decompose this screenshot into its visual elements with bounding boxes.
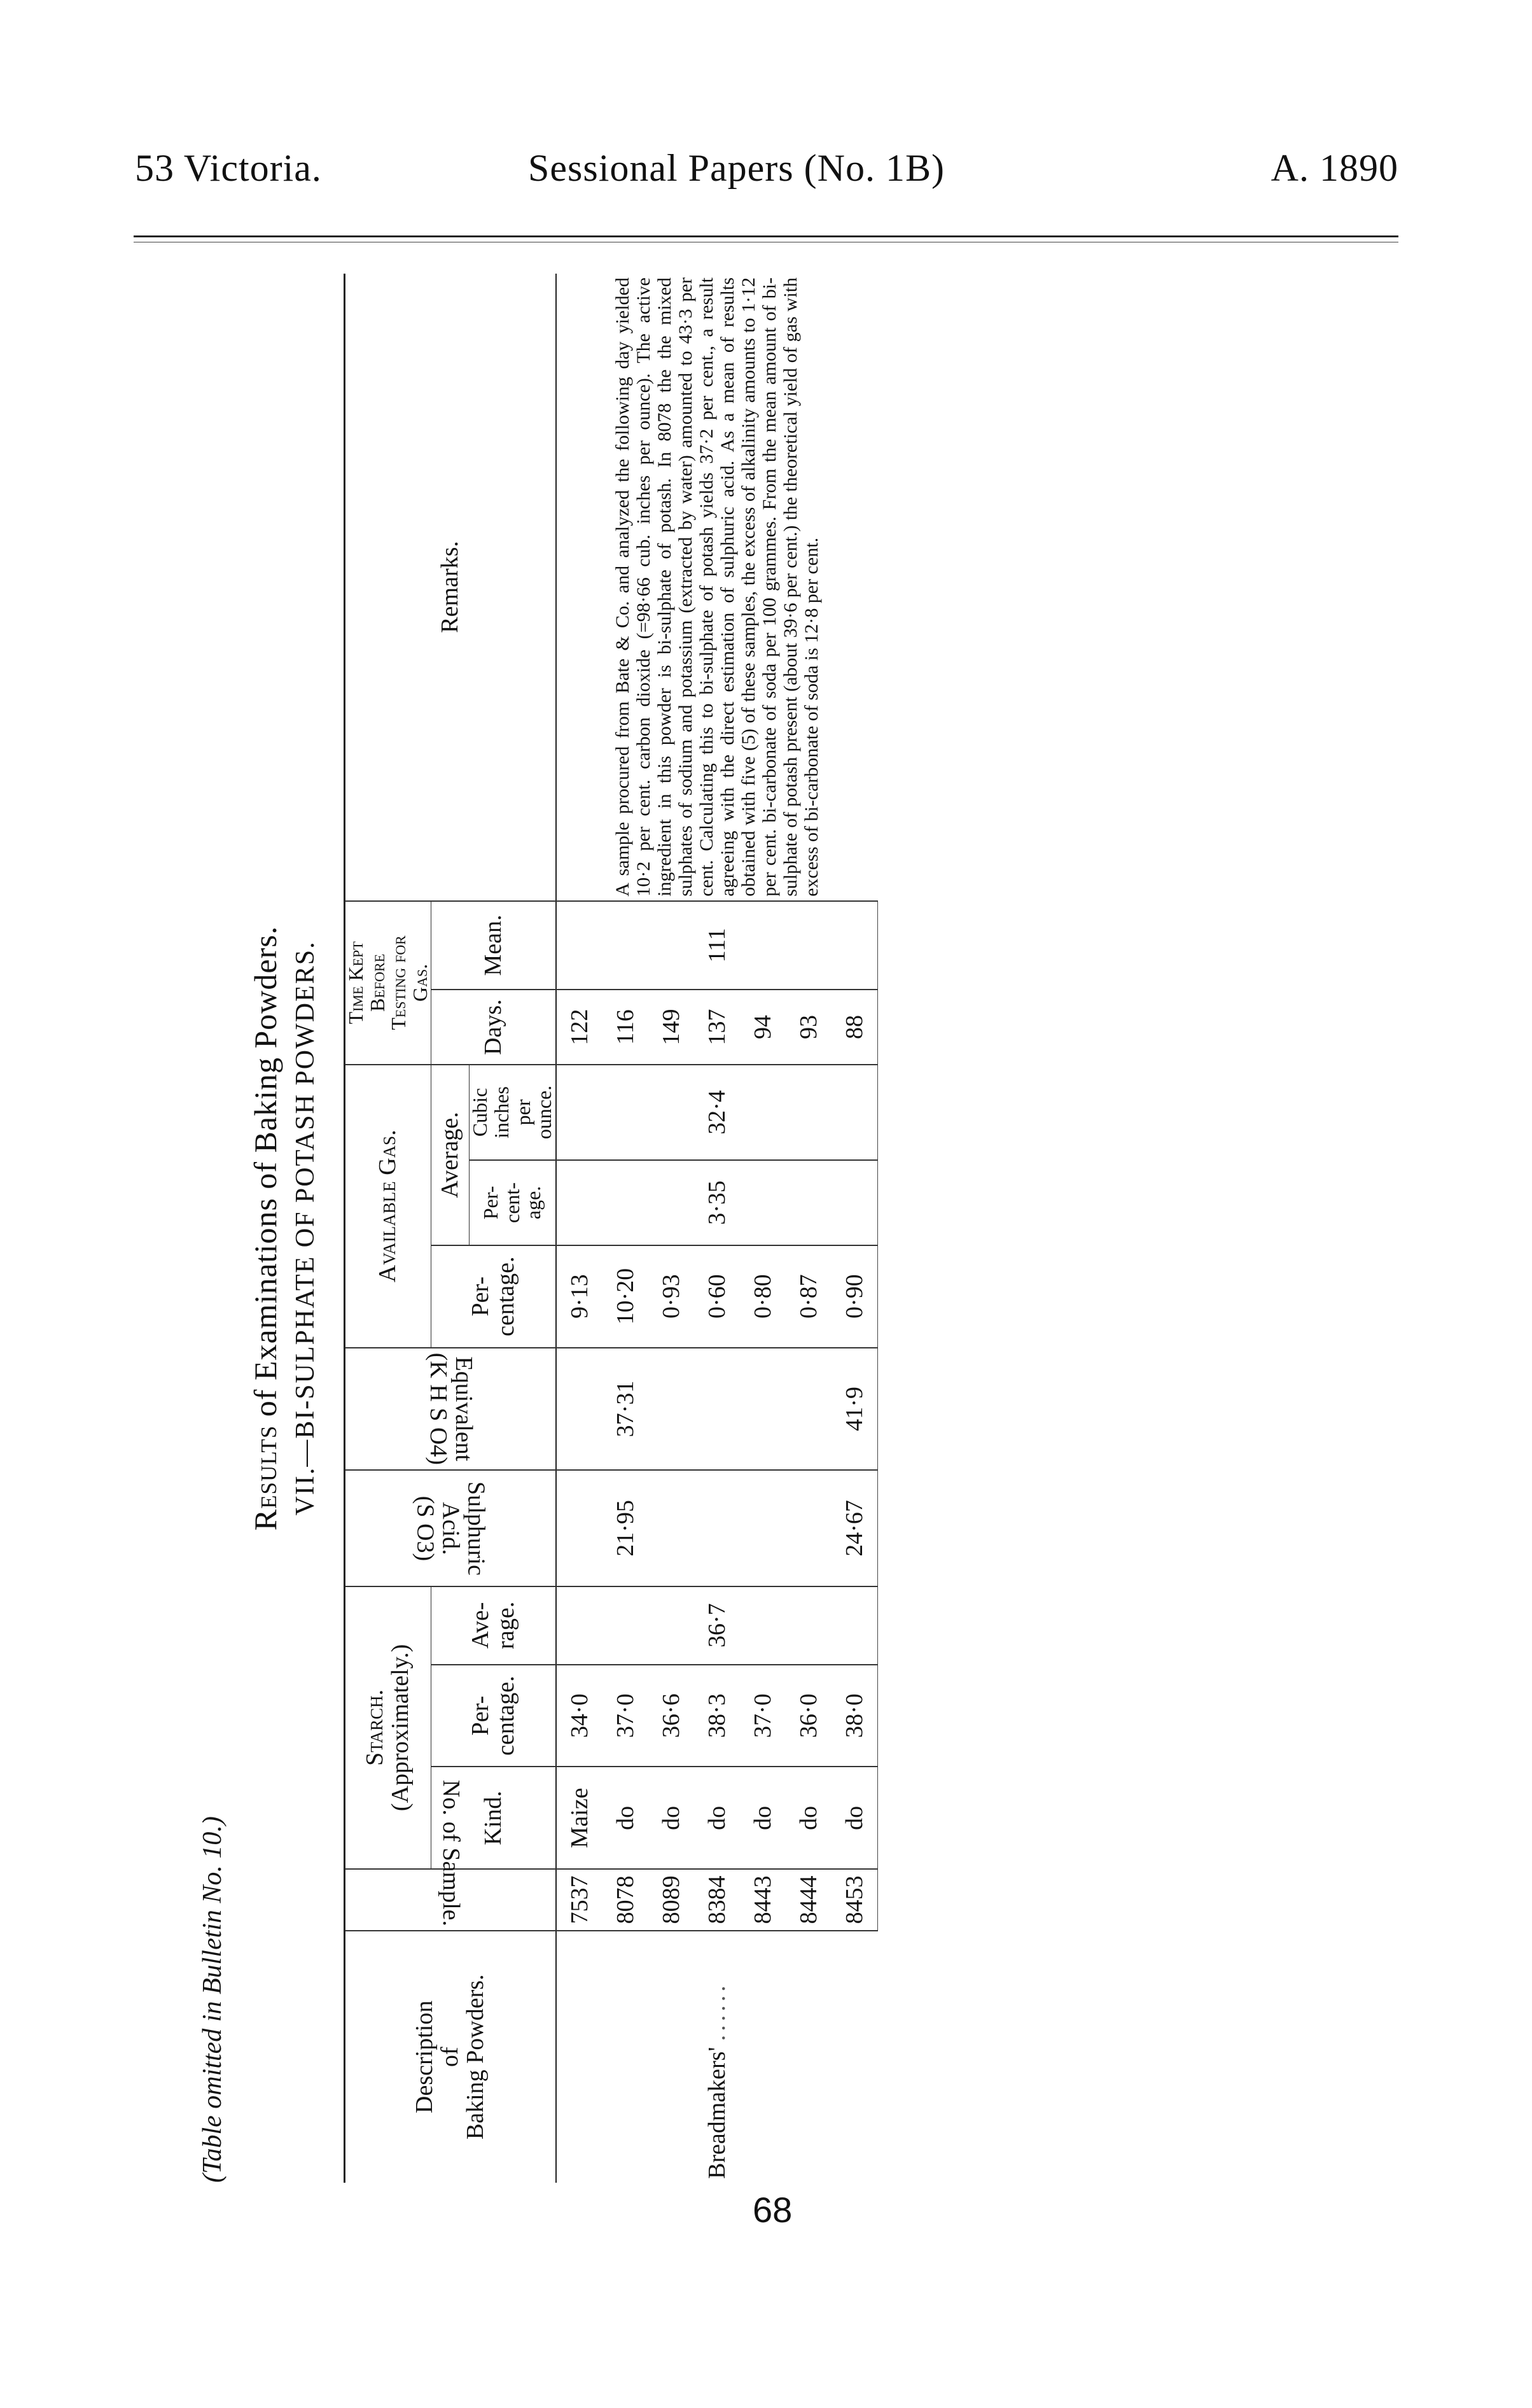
col-starch-percentage: Per- centage. (431, 1665, 556, 1767)
table-caption: (Table omitted in Bulletin No. 10.) (198, 1816, 227, 2183)
col-time-days: Days. (431, 990, 556, 1065)
starch-average (832, 1586, 878, 1665)
gas-percentage: 0·80 (740, 1245, 786, 1348)
starch-average: 36·7 (694, 1586, 740, 1665)
gas-avg-percentage (740, 1160, 786, 1245)
starch-kind: do (648, 1767, 694, 1869)
col-time-mean: Mean. (431, 901, 556, 990)
days: 94 (740, 990, 786, 1065)
equivalent (648, 1348, 694, 1471)
sample-no: 8444 (786, 1869, 832, 1930)
col-description: Description of Baking Powders. (345, 1931, 556, 2183)
starch-average (740, 1586, 786, 1665)
page-number: 68 (753, 2190, 793, 2230)
brand-name: Breadmakers' ...... (556, 1931, 878, 2183)
table-title-rest: of Examinations of Baking Powders. (247, 925, 283, 1425)
col-gas-avg-percentage: Per- cent- age. (470, 1160, 556, 1245)
gas-avg-percentage: 3·35 (694, 1160, 740, 1245)
col-gas-avg-cubic: Cubic inches per ounce. (470, 1065, 556, 1160)
sulphuric-acid (694, 1470, 740, 1586)
sulphuric-acid (740, 1470, 786, 1586)
starch-kind: Maize (556, 1767, 602, 1869)
sample-no: 8443 (740, 1869, 786, 1930)
starch-percentage: 34·0 (556, 1665, 602, 1767)
gas-avg-percentage (786, 1160, 832, 1245)
table-row (556, 274, 602, 2183)
days: 93 (786, 990, 832, 1065)
header-series: Sessional Papers (No. 1B) (528, 147, 945, 189)
mean (786, 901, 832, 990)
col-sample-no: No. of Sample. (345, 1869, 556, 1930)
rotated-table-block (172, 274, 980, 2183)
starch-average (602, 1586, 648, 1665)
starch-average (556, 1586, 602, 1665)
starch-average (786, 1586, 832, 1665)
sample-no: 7537 (556, 1869, 602, 1930)
sample-no: 8078 (602, 1869, 648, 1930)
results-table (344, 274, 878, 2183)
mean (602, 901, 648, 990)
gas-avg-cubic (602, 1065, 648, 1160)
equivalent: 41·9 (832, 1348, 878, 1471)
sample-no: 8089 (648, 1869, 694, 1930)
sulphuric-acid: 24·67 (832, 1470, 878, 1586)
mean (832, 901, 878, 990)
table-subtitle: VII.—BI-SULPHATE OF POTASH POWDERS. (291, 941, 320, 1516)
sample-no: 8384 (694, 1869, 740, 1930)
gas-percentage: 0·90 (832, 1245, 878, 1348)
col-gas-percentage: Per- centage. (431, 1245, 556, 1348)
gas-avg-percentage (602, 1160, 648, 1245)
gas-avg-percentage (556, 1160, 602, 1245)
gas-avg-cubic (786, 1065, 832, 1160)
starch-kind: do (786, 1767, 832, 1869)
starch-percentage: 37·0 (602, 1665, 648, 1767)
sulphuric-acid (786, 1470, 832, 1586)
equivalent (740, 1348, 786, 1471)
days: 137 (694, 990, 740, 1065)
col-equivalent: Equivalent (K H S O4) (345, 1348, 556, 1471)
days: 88 (832, 990, 878, 1065)
equivalent (786, 1348, 832, 1471)
gas-percentage: 0·93 (648, 1245, 694, 1348)
gas-avg-cubic: 32·4 (694, 1065, 740, 1160)
sample-no: 8453 (832, 1869, 878, 1930)
starch-kind: do (602, 1767, 648, 1869)
gas-avg-cubic (556, 1065, 602, 1160)
header-volume: 53 Victoria. (135, 147, 322, 189)
equivalent (556, 1348, 602, 1471)
mean: 111 (694, 901, 740, 990)
starch-kind: do (740, 1767, 786, 1869)
remarks-text: A sample procured from Bate & Co. and analyzed the following day yielded 10·2 per cent. carbon dioxide (=98·66 cub. inches per ounce). The active ingredient in this powder is bi-sulphate of potash. In 8078 the the mixed sulphates of sodium and potassium (extracted by water) amounted to 43·3 per cent. Calculating this to bi-sulphate of potash yields 37·2 per cent., a result agreeing with the direct estimation of sulphuric acid. As a mean of results obtained with five (5) of these samples, the excess of alkalinity amounts to 1·12 per cent. bi-carbonate of soda per 100 grammes. From the mean amount of bi-sulphate of potash present (about 39·6 per cent.) the theoretical yield of gas with excess of bi-carbonate of soda is 12·8 per cent. (556, 274, 878, 901)
gas-avg-percentage (648, 1160, 694, 1245)
col-starch-average: Ave- rage. (431, 1586, 556, 1665)
gas-percentage: 10·20 (602, 1245, 648, 1348)
gas-avg-cubic (832, 1065, 878, 1160)
col-starch-kind: Kind. (431, 1767, 556, 1869)
gas-avg-cubic (740, 1065, 786, 1160)
starch-percentage: 37·0 (740, 1665, 786, 1767)
mean (740, 901, 786, 990)
sulphuric-acid (648, 1470, 694, 1586)
sulphuric-acid (556, 1470, 602, 1586)
starch-percentage: 36·0 (786, 1665, 832, 1767)
gas-percentage: 0·87 (786, 1245, 832, 1348)
starch-average (648, 1586, 694, 1665)
days: 149 (648, 990, 694, 1065)
header-rule (134, 235, 1398, 237)
starch-percentage: 38·0 (832, 1665, 878, 1767)
sulphuric-acid: 21·95 (602, 1470, 648, 1586)
gas-avg-percentage (832, 1160, 878, 1245)
starch-percentage: 36·6 (648, 1665, 694, 1767)
header-year: A. 1890 (1271, 147, 1398, 189)
col-remarks: Remarks. (345, 274, 556, 901)
days: 116 (602, 990, 648, 1065)
col-sulphuric-acid: Sulphuric Acid. (S O3) (345, 1470, 556, 1586)
gas-percentage: 9·13 (556, 1245, 602, 1348)
starch-kind: do (832, 1767, 878, 1869)
starch-kind: do (694, 1767, 740, 1869)
col-starch: Starch. (Approximately.) (345, 1586, 431, 1870)
starch-percentage: 38·3 (694, 1665, 740, 1767)
table-title-prefix: Results (247, 1425, 283, 1531)
table-title (247, 274, 284, 2183)
col-time-kept: Time Kept Before Testing for Gas. (345, 901, 431, 1065)
col-gas-average: Average. (431, 1065, 470, 1245)
col-available-gas: Available Gas. (345, 1065, 431, 1348)
gas-percentage: 0·60 (694, 1245, 740, 1348)
equivalent: 37·31 (602, 1348, 648, 1471)
mean (648, 901, 694, 990)
equivalent (694, 1348, 740, 1471)
gas-avg-cubic (648, 1065, 694, 1160)
mean (556, 901, 602, 990)
days: 122 (556, 990, 602, 1065)
